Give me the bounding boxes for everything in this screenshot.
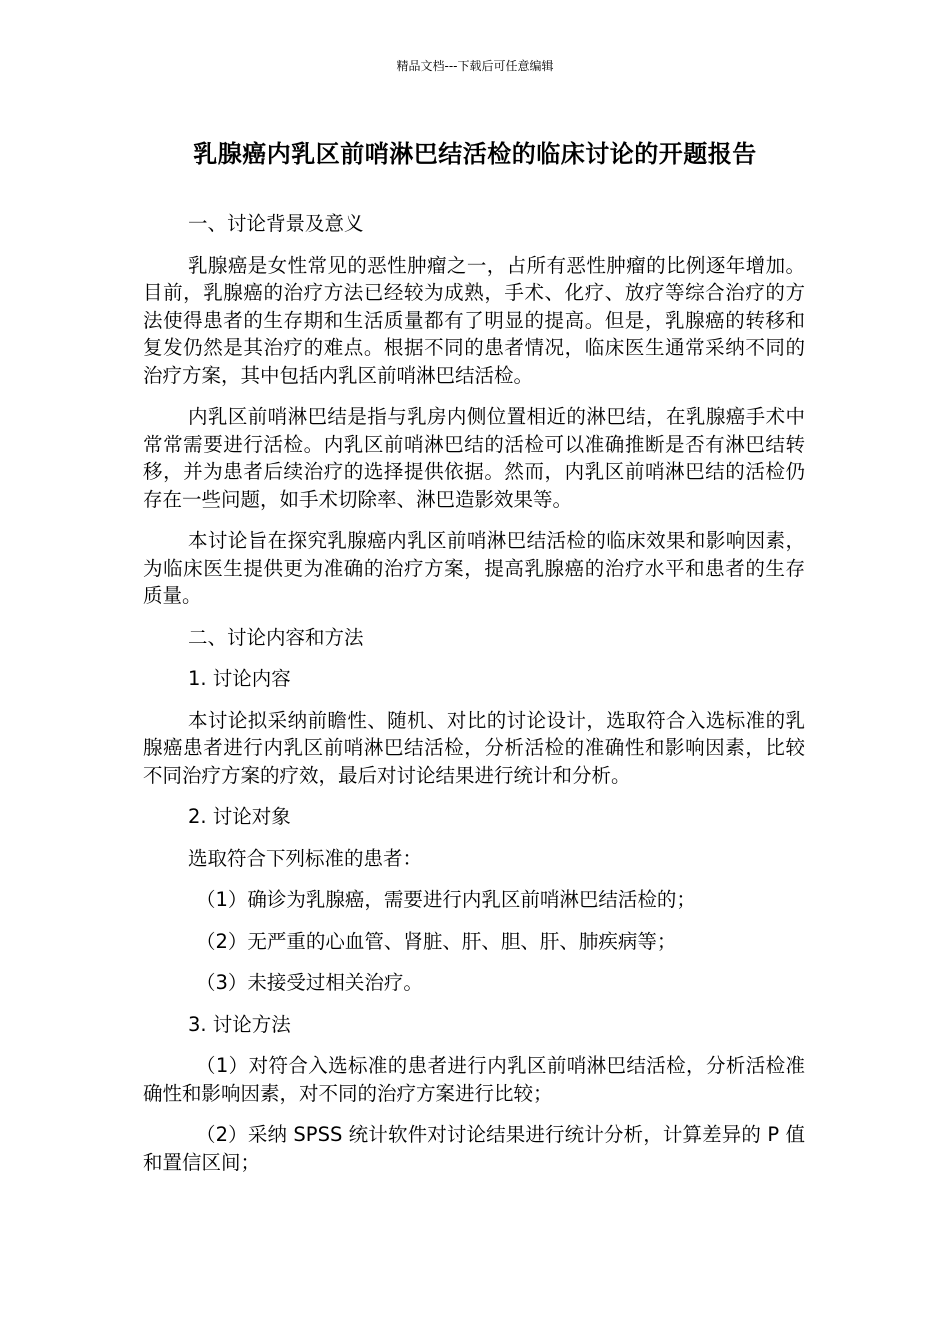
list-item-criterion-2: （2）无严重的心血管、肾脏、肝、胆、肝、肺疾病等；: [196, 929, 677, 953]
list-item-method-2: （2）采纳 SPSS 统计软件对讨论结果进行统计分析，计算差异的 P 值和置信区间；: [143, 1123, 805, 1174]
paragraph-background-1: 乳腺癌是女性常见的恶性肿瘤之一，占所有恶性肿瘤的比例逐年增加。目前，乳腺癌的治疗方法已经较为成熟，手术、化疗、放疗等综合治疗的方法使得患者的生存期和生活质量都有了明显的提高。但是，乳腺癌的转移和复发仍然是其治疗的难点。根据不同的患者情况，临床医生通常采纳不同的治疗方案，其中包括内乳区前哨淋巴结活检。: [143, 253, 805, 387]
list-item-criterion-1: （1）确诊为乳腺癌，需要进行内乳区前哨淋巴结活检的；: [196, 888, 696, 911]
section-heading-background: 一、讨论背景及意义: [188, 212, 364, 235]
list-item-criterion-3: （3）未接受过相关治疗。: [196, 971, 423, 994]
document-title: 乳腺癌内乳区前哨淋巴结活检的临床讨论的开题报告: [193, 140, 757, 168]
paragraph-background-2: 内乳区前哨淋巴结是指与乳房内侧位置相近的淋巴结，在乳腺癌手术中常常需要进行活检。内乳区前哨淋巴结的活检可以准确推断是否有淋巴结转移，并为患者后续治疗的选择提供依据。然而，内乳区前哨淋巴结的活检仍存在一些问题，如手术切除率、淋巴造影效果等。: [143, 405, 805, 511]
section-heading-content-methods: 二、讨论内容和方法: [188, 625, 364, 649]
subheading-methods: 3. 讨论方法: [188, 1012, 291, 1036]
paragraph-content: 本讨论拟采纳前瞻性、随机、对比的讨论设计，选取符合入选标准的乳腺癌患者进行内乳区前哨淋巴结活检，分析活检的准确性和影响因素，比较不同治疗方案的疗效，最后对讨论结果进行统计和分析。: [143, 708, 805, 787]
document-body: [143, 210, 805, 1190]
header-note: 精品文档---下载后可任意编辑: [396, 59, 554, 73]
paragraph-background-3: 本讨论旨在探究乳腺癌内乳区前哨淋巴结活检的临床效果和影响因素，为临床医生提供更为准确的治疗方案，提高乳腺癌的治疗水平和患者的生存质量。: [143, 529, 805, 607]
subheading-subjects: 2. 讨论对象: [188, 805, 291, 828]
list-item-method-1: （1）对符合入选标准的患者进行内乳区前哨淋巴结活检，分析活检准确性和影响因素，对不同的治疗方案进行比较；: [143, 1054, 805, 1105]
subheading-content: 1. 讨论内容: [188, 667, 291, 690]
paragraph-subjects-intro: 选取符合下列标准的患者：: [188, 846, 423, 870]
